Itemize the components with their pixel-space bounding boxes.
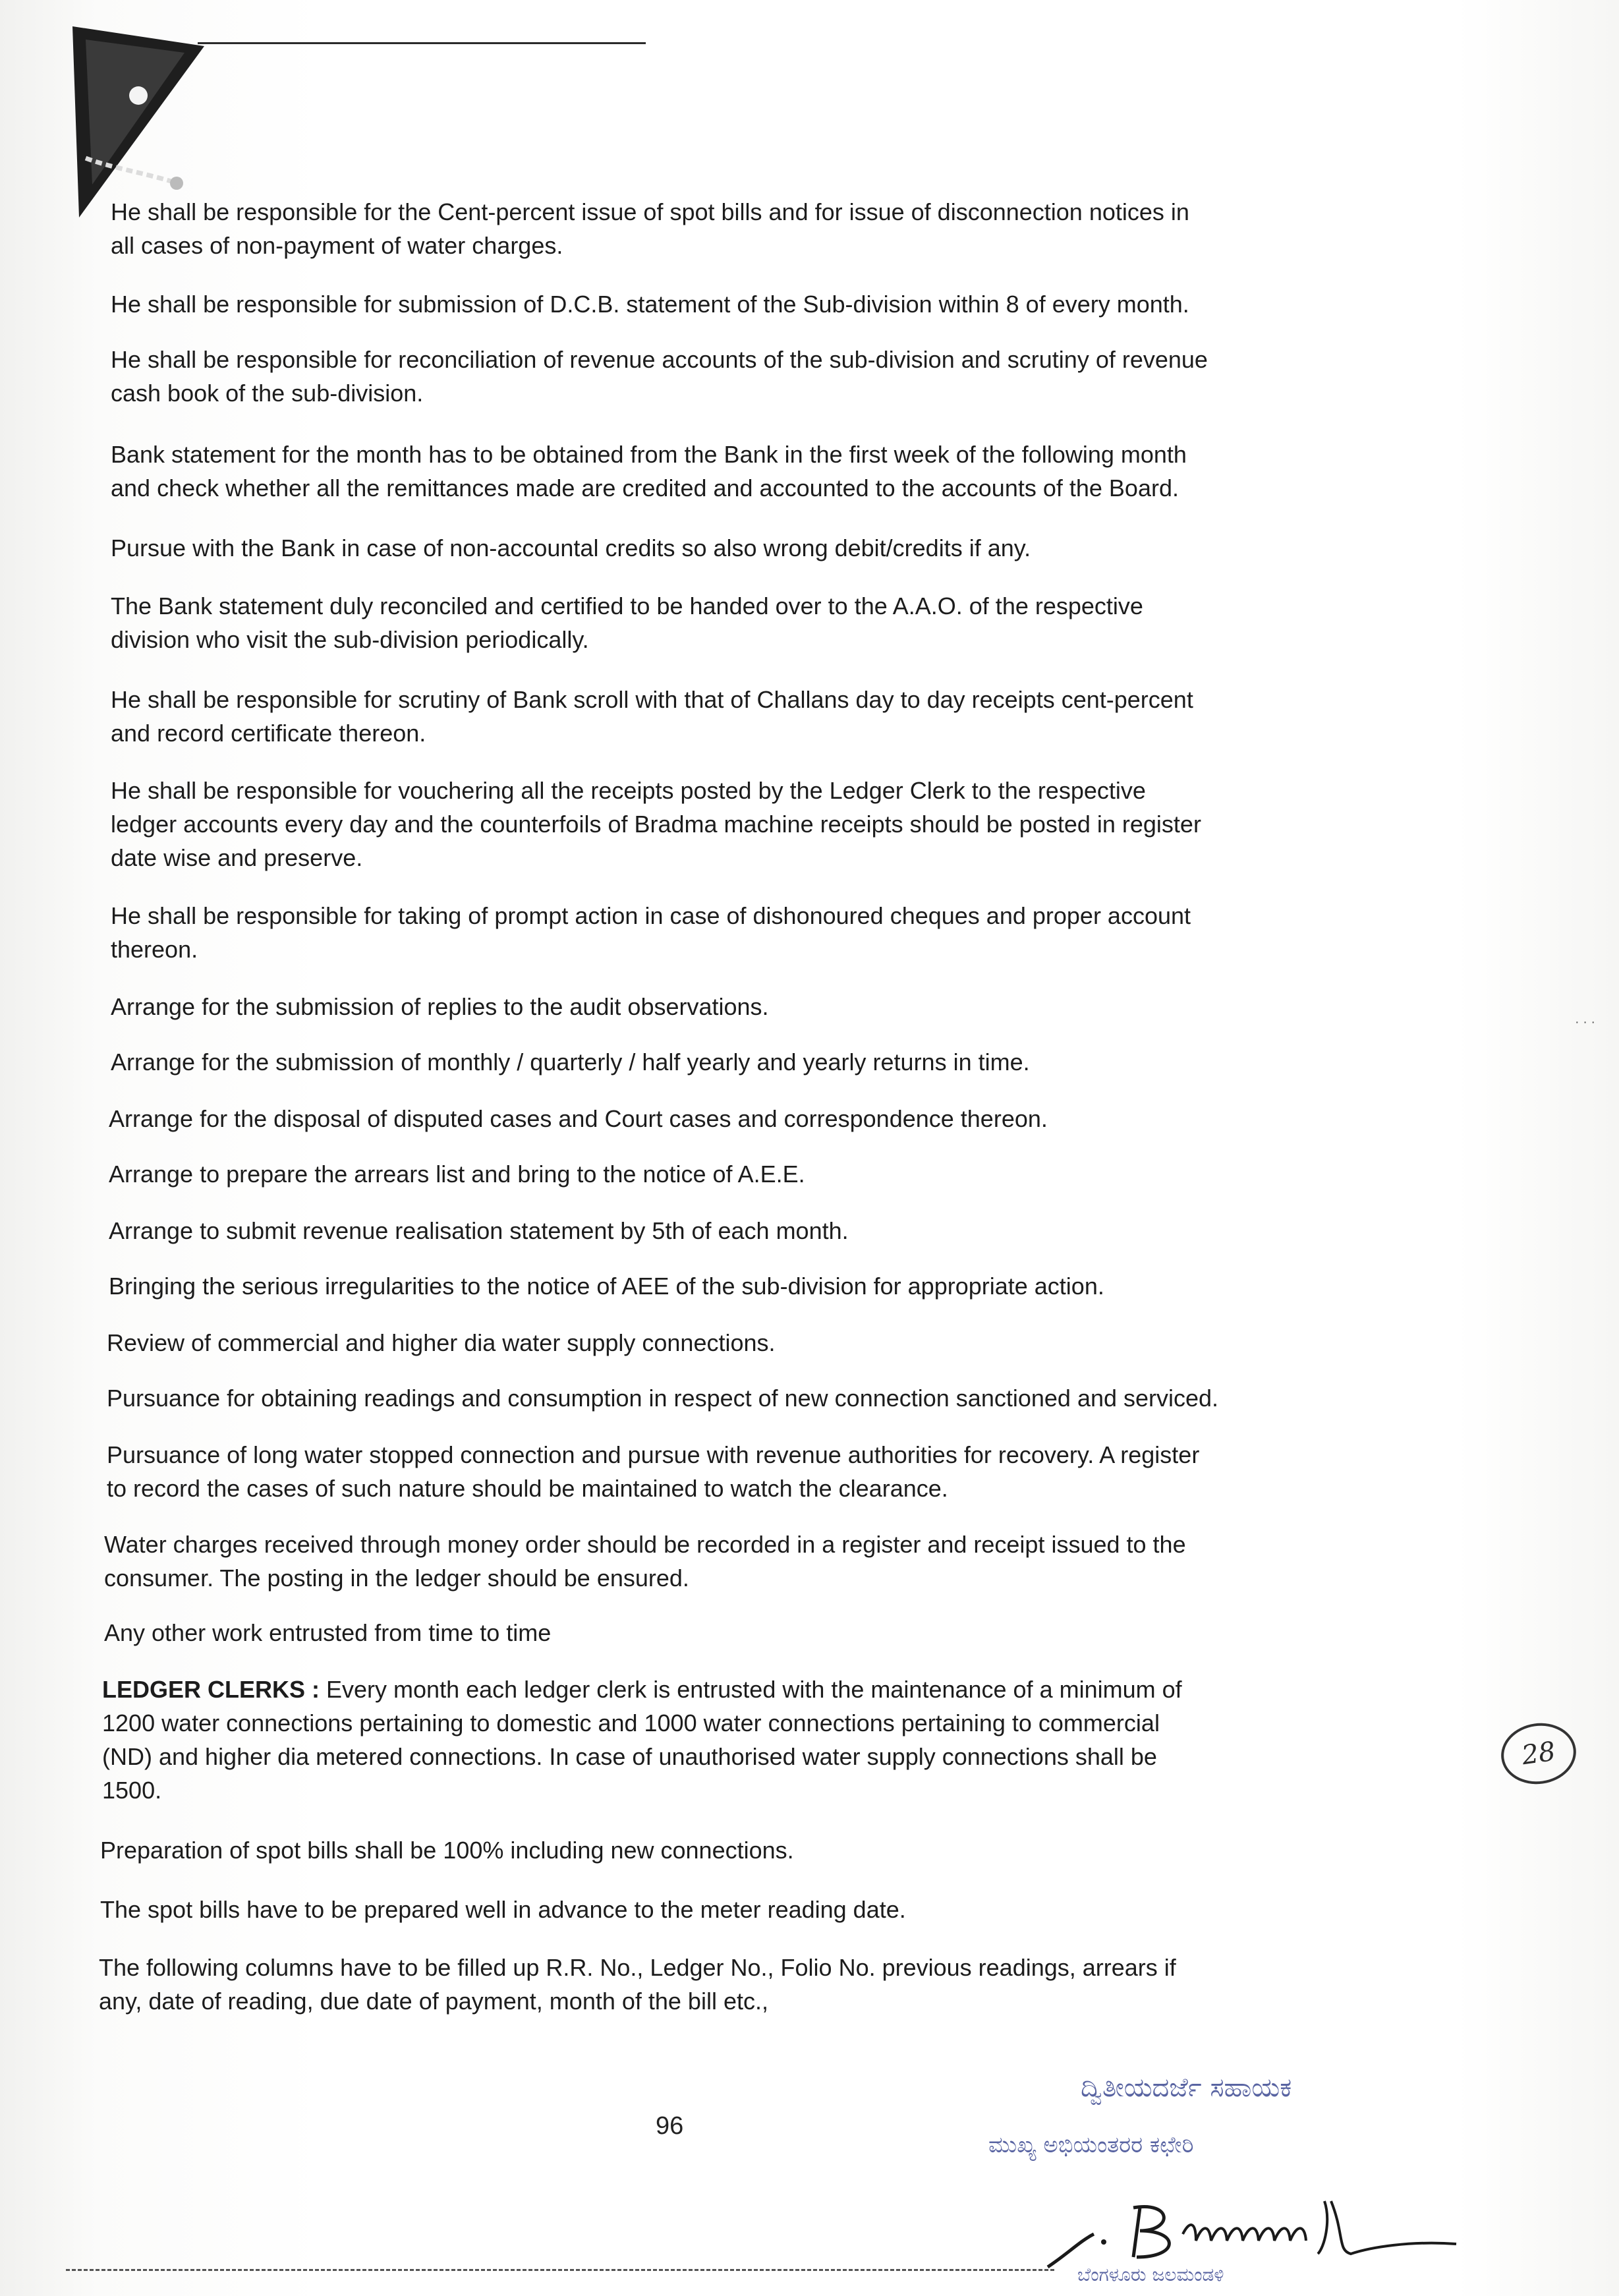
bottom-scan-edge (66, 2269, 1054, 2272)
paragraph: He shall be responsible for scrutiny of Bank scroll with that of Challans day to day receipts cent-percent and record certificate thereon. (111, 686, 1193, 747)
seal-line: ಮುಖ್ಯ ಅಭಿಯಂತರರ ಕಛೇರಿ (988, 2132, 1194, 2158)
paragraph: Any other work entrusted from time to time (104, 1619, 552, 1646)
paragraph: He shall be responsible for reconciliation of revenue accounts of the sub-division and scrutiny of revenue cash book of the sub-division. (111, 346, 1208, 407)
paragraph: Arrange to submit revenue realisation statement by 5th of each month. (109, 1217, 849, 1244)
paragraph: Pursuance of long water stopped connection and pursue with revenue authorities for recovery. A register to record the cases of such nature should be maintained to watch the clearance. (107, 1441, 1200, 1502)
paragraph: Bank statement for the month has to be obtained from the Bank in the first week of the following month and check whether all the remittances made are credited and accounted to the accounts of the Board. (111, 441, 1187, 502)
margin-mark: · · · (1575, 1015, 1596, 1029)
ledger-clerks-text: Every month each ledger clerk is entrusted with the maintenance of a minimum of 1200 water connections pertaining to domestic and 1000 water connections pertaining to commercial (ND) and higher dia metered connections. In case of unauthorised water supply connections shall be 1500. (102, 1676, 1182, 1804)
paragraph: He shall be responsible for the Cent-percent issue of spot bills and for issue of disconnection notices in all cases of non-payment of water charges. (111, 198, 1189, 259)
paragraph: Arrange for the submission of monthly / quarterly / half yearly and yearly returns in time. (111, 1048, 1030, 1076)
paragraph: He shall be responsible for taking of prompt action in case of dishonoured cheques and proper account thereon. (111, 902, 1191, 963)
paragraph: He shall be responsible for vouchering all the receipts posted by the Ledger Clerk to the respective ledger accounts every day and the counterfoils of Bradma machine receipts should be posted in register date wise and preserve. (111, 777, 1201, 871)
seal-line: ದ್ವಿತೀಯದರ್ಜೆ ಸಹಾಯಕ (1081, 2073, 1292, 2103)
ledger-clerks-paragraph (102, 1673, 1182, 1807)
paragraph: Pursuance for obtaining readings and consumption in respect of new connection sanctioned and serviced. (107, 1385, 1219, 1412)
circled-page-mark: 28 (1497, 1719, 1580, 1789)
paragraph: Water charges received through money order should be recorded in a register and receipt issued to the consumer. The posting in the ledger should be ensured. (104, 1531, 1186, 1592)
page-number: 96 (656, 2112, 684, 2140)
paragraph: He shall be responsible for submission of D.C.B. statement of the Sub-division within 8 of every month. (111, 291, 1189, 318)
paragraph: The Bank statement duly reconciled and certified to be handed over to the A.A.O. of the respective division who visit the sub-division periodically. (111, 592, 1143, 653)
paragraph: The following columns have to be filled up R.R. No., Ledger No., Folio No. previous readings, arrears if any, date of reading, due date of payment, month of the bill etc., (99, 1954, 1176, 2015)
paragraph: Arrange for the disposal of disputed cases and Court cases and correspondence thereon. (109, 1105, 1048, 1132)
paragraph: Arrange for the submission of replies to the audit observations. (111, 993, 769, 1020)
paragraph: Arrange to prepare the arrears list and bring to the notice of A.E.E. (109, 1161, 805, 1188)
seal-line: ಬೆಂಗಳೂರು ಜಲಮಂಡಳಿ (1077, 2264, 1224, 2285)
paragraph: Bringing the serious irregularities to the notice of AEE of the sub-division for appropriate action. (109, 1273, 1104, 1300)
paragraph: Pursue with the Bank in case of non-accountal credits so also wrong debit/credits if any. (111, 534, 1031, 561)
paragraph: Preparation of spot bills shall be 100% including new connections. (100, 1837, 794, 1864)
ledger-clerks-heading: LEDGER CLERKS : (102, 1676, 320, 1703)
paragraph: The spot bills have to be prepared well in advance to the meter reading date. (100, 1896, 906, 1923)
paragraph: Review of commercial and higher dia water supply connections. (107, 1329, 776, 1356)
